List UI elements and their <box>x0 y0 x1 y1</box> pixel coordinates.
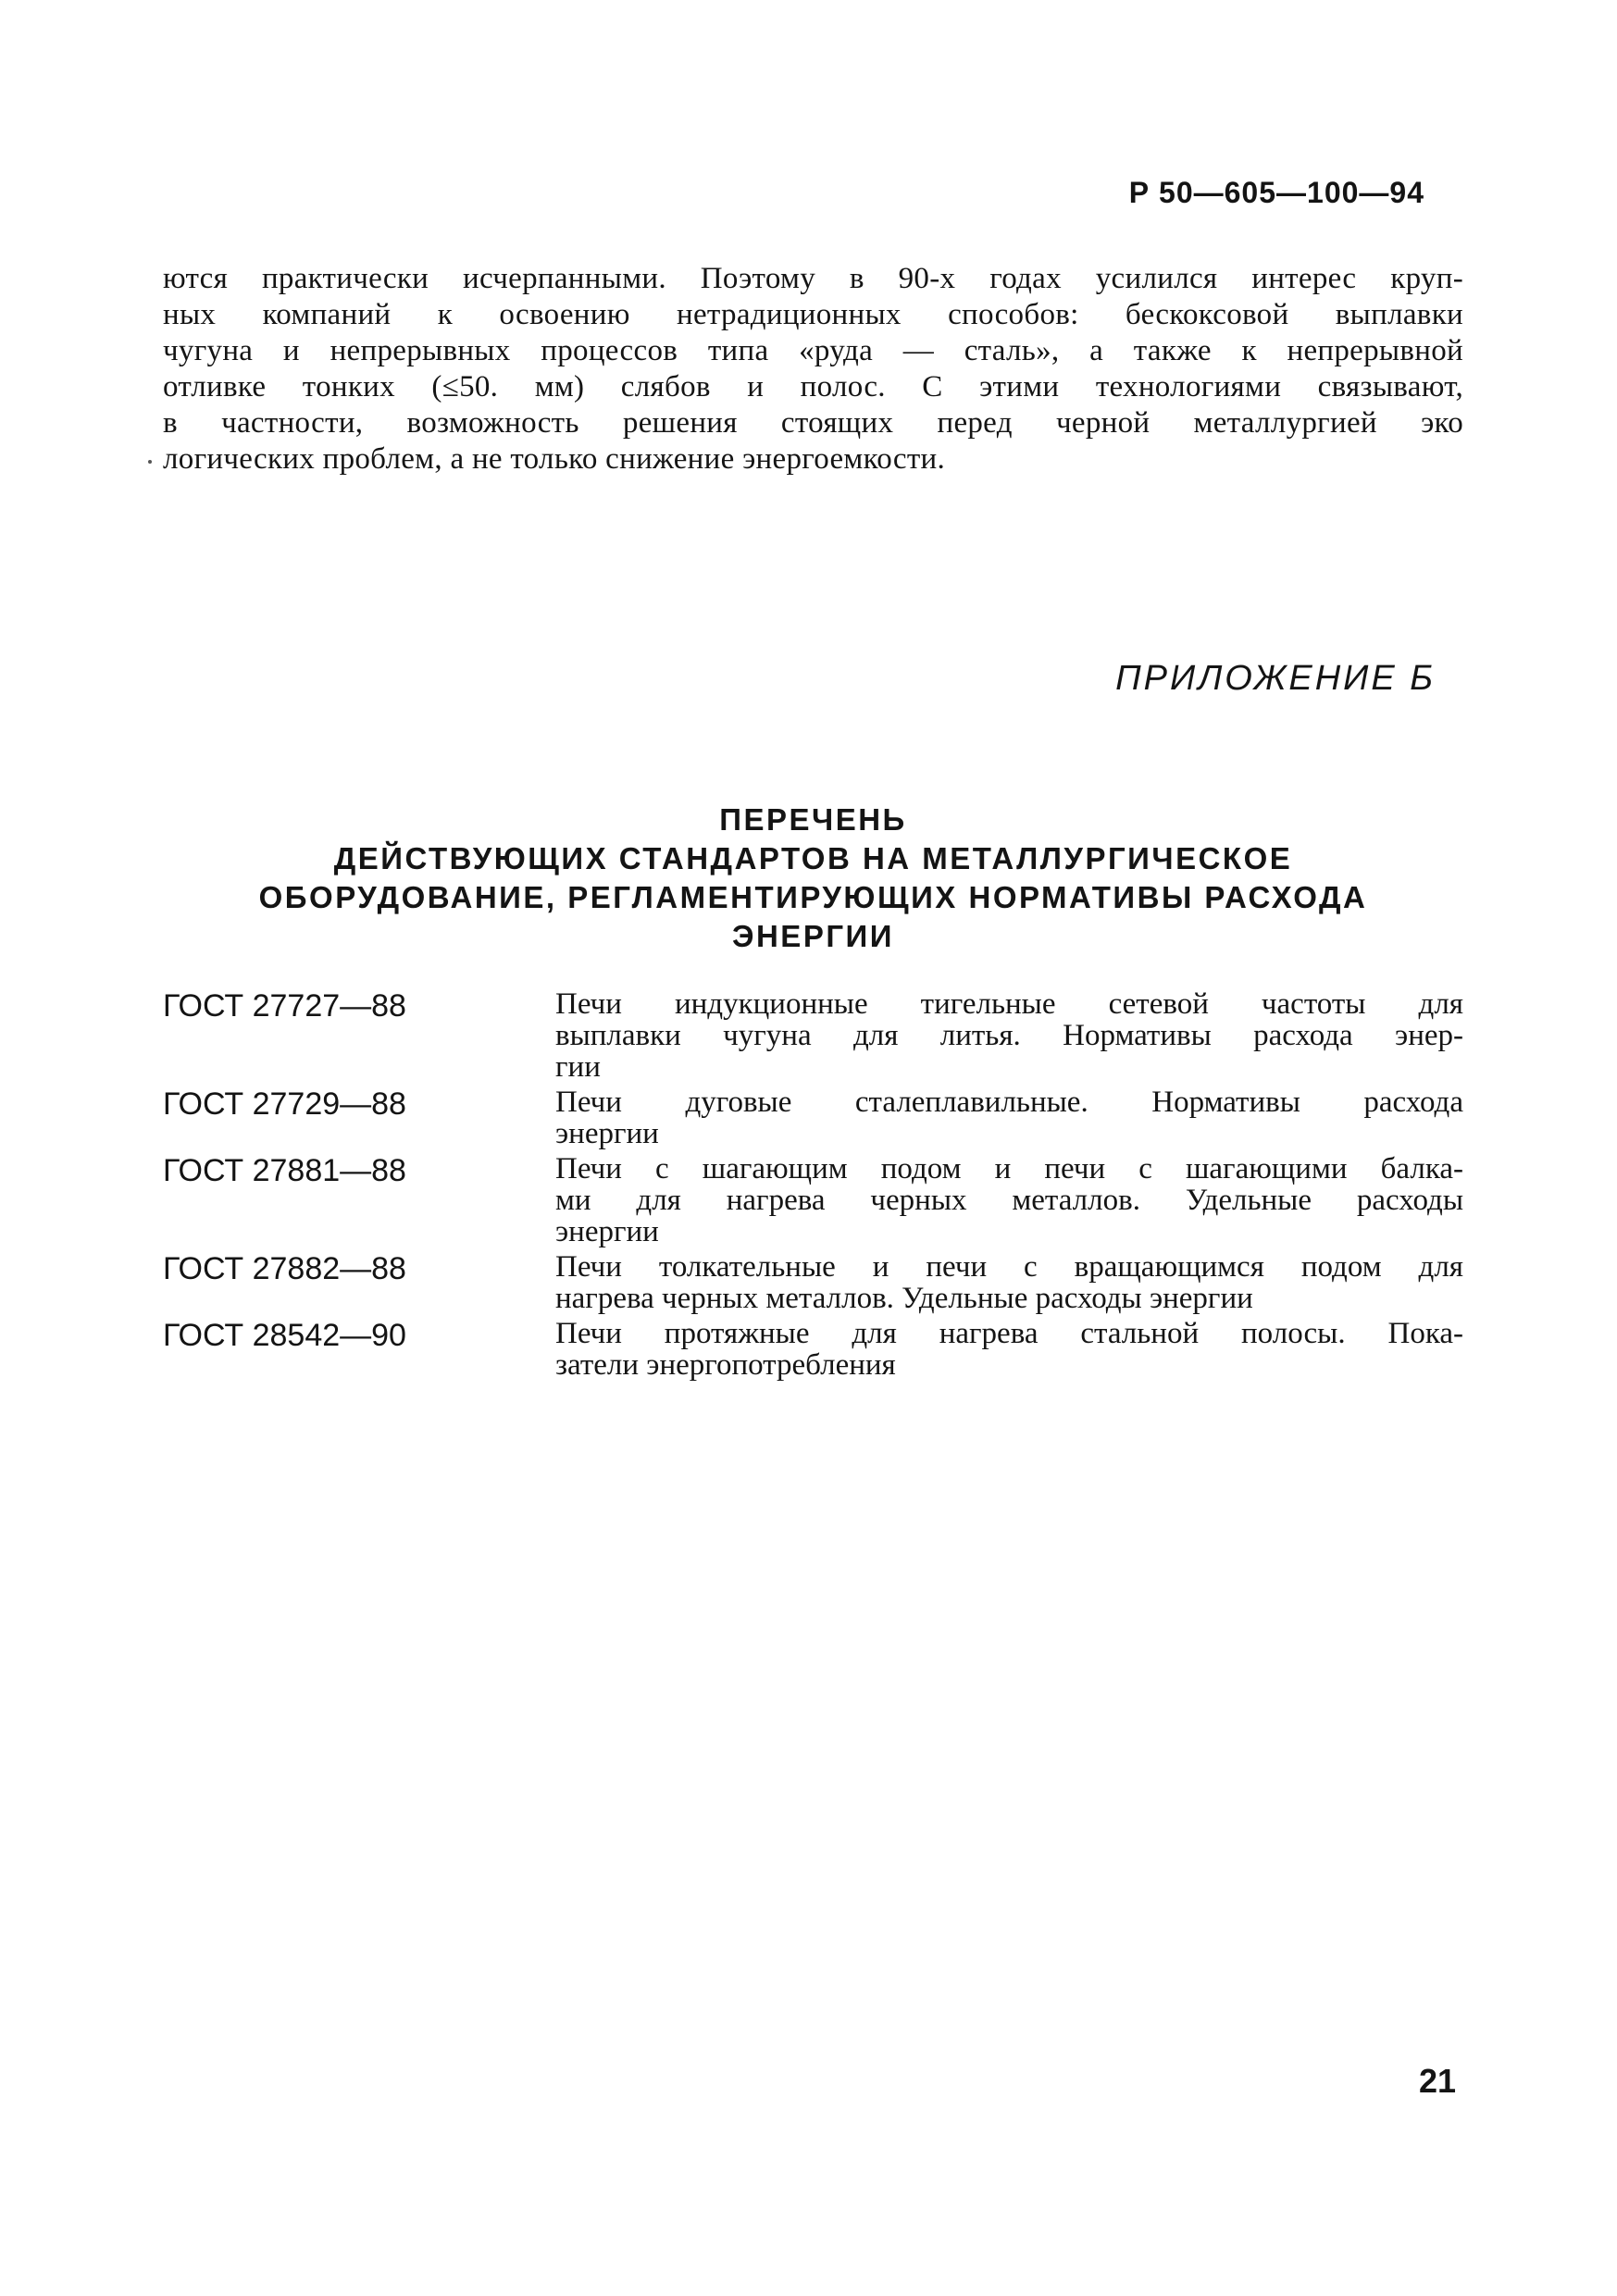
standard-code: ГОСТ 27727—88 <box>163 988 406 1024</box>
intro-line: чугуна и непрерывных процессов типа «руда — сталь», а также к непрерывной <box>163 334 1463 367</box>
appendix-label: ПРИЛОЖЕНИЕ Б <box>1115 659 1436 698</box>
margin-dot <box>148 460 152 464</box>
heading-line: ДЕЙСТВУЮЩИХ СТАНДАРТОВ НА МЕТАЛЛУРГИЧЕСКОЕ <box>333 841 1293 875</box>
intro-line: ных компаний к освоению нетрадиционных способов: бескоксовой выплавки <box>163 298 1463 331</box>
description-line: Печи дуговые сталеплавильные. Нормативы расхода <box>555 1086 1463 1119</box>
description-line: затели энергопотребления <box>555 1348 896 1382</box>
standard-code: ГОСТ 28542—90 <box>163 1318 406 1353</box>
standard-entry <box>163 1086 1463 1149</box>
intro-line: ются практически исчерпанными. Поэтому в 90-х годах усилился интерес круп- <box>163 262 1463 295</box>
standard-description <box>555 1086 1463 1149</box>
description-line: энергии <box>555 1117 659 1150</box>
description-line: Печи индукционные тигельные сетевой частоты для <box>555 987 1463 1021</box>
standard-description <box>555 1251 1463 1314</box>
page-number: 21 <box>1418 2062 1456 2100</box>
heading-line: ПЕРЕЧЕНЬ <box>719 802 907 837</box>
standard-entry <box>163 988 1463 1083</box>
heading-line: ЭНЕРГИИ <box>732 919 894 953</box>
heading-line: ОБОРУДОВАНИЕ, РЕГЛАМЕНТИРУЮЩИХ НОРМАТИВЫ РАСХОДА <box>258 880 1368 914</box>
description-line: Печи протяжные для нагрева стальной полосы. Пока- <box>555 1317 1463 1350</box>
description-line: ми для нагрева черных металлов. Удельные расходы <box>555 1184 1463 1217</box>
description-line: гии <box>555 1050 601 1084</box>
standard-code: ГОСТ 27882—88 <box>163 1251 406 1286</box>
intro-line: логических проблем, а не только снижение энергоемкости. <box>163 442 946 476</box>
standard-code: ГОСТ 27881—88 <box>163 1153 406 1188</box>
description-line: Печи толкательные и печи с вращающимся подом для <box>555 1250 1463 1284</box>
intro-line: в частности, возможность решения стоящих перед черной металлургией эко <box>163 406 1463 440</box>
section-heading <box>163 800 1463 956</box>
description-line: выплавки чугуна для литья. Нормативы расхода энер- <box>555 1019 1463 1052</box>
description-line: нагрева черных металлов. Удельные расходы энергии <box>555 1282 1253 1315</box>
description-line: Печи с шагающим подом и печи с шагающими балка- <box>555 1152 1463 1185</box>
standard-entry <box>163 1318 1463 1381</box>
standard-entry <box>163 1251 1463 1314</box>
document-code: Р 50—605—100—94 <box>1128 176 1424 209</box>
standard-entry <box>163 1153 1463 1247</box>
standard-description <box>555 1153 1463 1247</box>
standard-code: ГОСТ 27729—88 <box>163 1086 406 1122</box>
standards-list <box>163 988 1463 1384</box>
standard-description <box>555 1318 1463 1381</box>
standard-description <box>555 988 1463 1083</box>
intro-line: отливке тонких (≤50. мм) слябов и полос. С этими технологиями связывают, <box>163 370 1463 403</box>
description-line: энергии <box>555 1215 659 1248</box>
intro-paragraph <box>163 261 1463 478</box>
